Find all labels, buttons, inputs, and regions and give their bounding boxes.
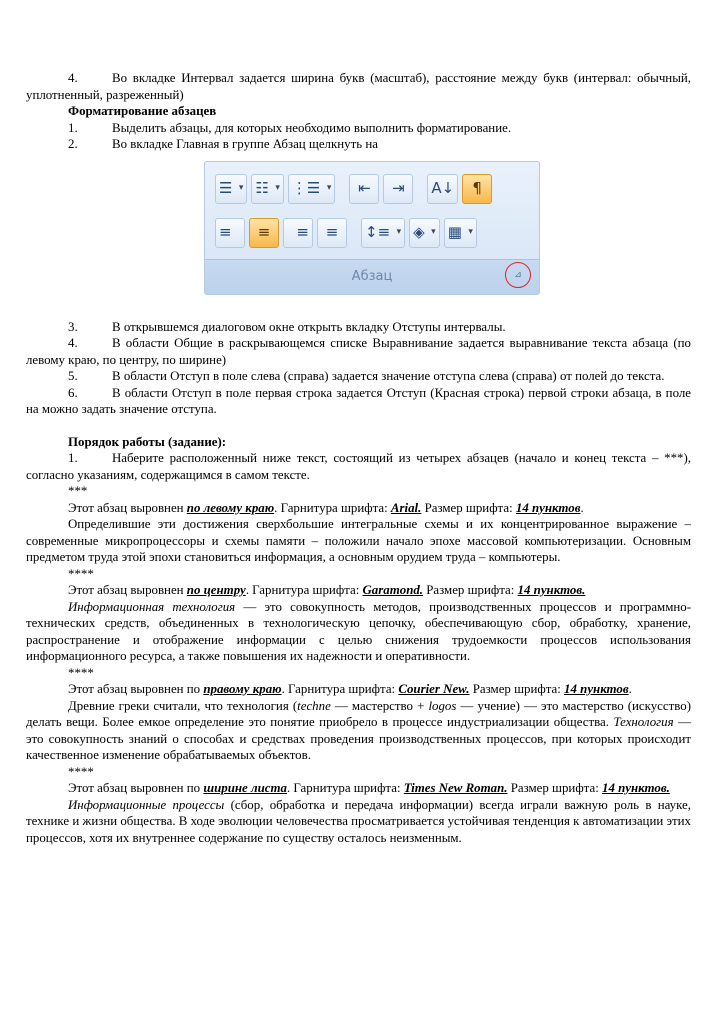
text-run: logos (428, 698, 457, 713)
list-text: В области Отступ в поле слева (справа) задается значение отступа слева (справа) от полей до текста. (112, 369, 665, 383)
separator-stars: **** (68, 665, 94, 680)
text-run: Размер шрифта: (421, 500, 516, 515)
text-run: Древние греки считали, что технология ( (68, 698, 298, 713)
line-spacing-button[interactable] (361, 218, 405, 248)
separator-stars: **** (68, 764, 94, 779)
text-run: . Гарнитура шрифта: (245, 583, 363, 597)
list-number: 2. (68, 137, 78, 151)
text-run: — это совокупность знаний о способах и средствах проведения производственных процессов, при которых происходит качественное изменение обрабатываемых объектов. (26, 715, 691, 762)
list-number: 3. (68, 319, 78, 334)
align-right-icon: ≡ (296, 223, 309, 242)
document-body (26, 70, 691, 846)
list-number: 5. (68, 369, 78, 383)
dialog-launcher-button[interactable] (505, 262, 531, 288)
list-text: В области Общие в раскрывающемся списке Выравнивание задается выравнивание текста абзаца (по левому краю, по центру, по ширине) (26, 336, 691, 367)
justify-icon: ≡ (325, 223, 339, 242)
text-run: Этот абзац выровнен (68, 583, 187, 597)
increase-indent-button[interactable] (383, 174, 413, 204)
font-keyword: Courier New. (398, 682, 470, 696)
text-run: Этот абзац выровнен (68, 500, 187, 515)
list-item (26, 120, 691, 137)
alignment-keyword: ширине листа (203, 781, 287, 795)
paragraph-instruction-4 (26, 780, 691, 797)
list-text: В открывшемся диалоговом окне открыть вкладку Отступы интервалы. (112, 319, 506, 334)
shading-icon: ◈ (413, 223, 425, 242)
ribbon-group-footer (205, 259, 539, 294)
text-run: . (628, 682, 632, 696)
text-run: — мастерство + (330, 698, 429, 713)
size-keyword: 14 пунктов (564, 682, 629, 696)
paragraph-body-1: Определившие эти достижения сверхбольшие интегральные схемы и их концентрированное выражение – современные микропроцессоры и схемы памяти – положили начало эпохе массовой компьютеризации. Основным предметом труда этой эпохи становиться информация, а основным орудием труда – компьютеры. (26, 517, 691, 564)
text-run: . (580, 500, 584, 515)
ribbon-row-1 (215, 174, 492, 204)
section-heading-task: Порядок работы (задание): (68, 434, 227, 449)
align-left-icon: ≡ (219, 223, 232, 242)
show-marks-button[interactable] (462, 174, 492, 204)
text-run: Информационная технология (68, 599, 236, 614)
paragraph-body-4 (26, 797, 691, 847)
font-keyword: Arial. (390, 500, 422, 515)
increase-indent-icon: ⇥ (392, 179, 405, 198)
sort-icon: А↓ (431, 179, 455, 198)
borders-icon: ▦ (447, 223, 462, 242)
text-run: . Гарнитура шрифта: (281, 682, 399, 696)
list-number: 1. (68, 120, 78, 135)
alignment-keyword: по левому краю (186, 500, 275, 515)
list-text: Наберите расположенный ниже текст, состоящий из четырех абзацев (начало и конец текста – ***), согласно указаниям, содержащимся в самом тексте. (26, 451, 691, 482)
paragraph-instruction-2 (26, 582, 691, 599)
numbering-icon: ☷ (255, 179, 269, 198)
size-keyword: 14 пунктов. (602, 781, 670, 795)
list-item (26, 319, 691, 336)
list-item (26, 385, 691, 418)
ribbon-row-2 (215, 218, 477, 248)
paragraph-instruction-1 (26, 500, 691, 517)
list-text: Выделить абзацы, для которых необходимо выполнить форматирование. (112, 120, 512, 135)
justify-button[interactable] (317, 218, 347, 248)
list-text: В области Отступ в поле первая строка задается Отступ (Красная строка) первой строки абзаца, в поле на можно задать значение отступа. (26, 385, 691, 416)
list-text: Во вкладке Интервал задается ширина букв (масштаб), расстояние между букв (интервал: обычный, уплотненный, разреженный) (26, 71, 691, 102)
list-number: 4. (68, 71, 78, 85)
decrease-indent-button[interactable] (349, 174, 379, 204)
dialog-launcher-icon: ⊿ (514, 269, 522, 280)
list-item (26, 450, 691, 483)
text-run: (сбор, обработка и передача информации) всегда играли важную роль в науке, технике и жизни общества. В ходе эволюции человечества просматривается устойчивая тенденция к автоматизации этих процессов, хотя их внутреннее содержание по существу осталось неизменным. (26, 797, 692, 845)
text-run: — это совокупность методов, производственных процессов и программно-технических средств, объединенных в технологическую цепочку, обеспечивающую сбор, обработку, хранение, распространение и отображение информации с целью снижения трудоемкости процессов использования информационного ресурса, а также повышения их надежности и оперативности. (26, 599, 691, 663)
text-run: techne (297, 698, 331, 713)
numbering-button[interactable] (251, 174, 283, 204)
list-number: 6. (68, 385, 78, 400)
text-run: Технология (613, 715, 674, 729)
bullets-button[interactable] (215, 174, 247, 204)
align-left-button[interactable] (215, 218, 245, 248)
list-item (26, 368, 691, 385)
sort-button[interactable] (427, 174, 458, 204)
font-keyword: Times New Roman. (403, 781, 508, 795)
multilevel-list-icon: ⋮☰ (291, 179, 321, 198)
text-run: . Гарнитура шрифта: (274, 500, 391, 515)
text-run: Размер шрифта: (423, 583, 518, 597)
align-center-button[interactable] (249, 218, 279, 248)
multilevel-list-button[interactable] (288, 174, 335, 204)
align-right-button[interactable] (283, 218, 313, 248)
ribbon-group-label: Абзац (351, 268, 393, 284)
text-run: Этот абзац выровнен по (68, 781, 204, 795)
size-keyword: 14 пунктов (515, 500, 581, 515)
list-item (26, 70, 691, 103)
ribbon-paragraph-group (204, 161, 540, 295)
list-item (26, 335, 691, 368)
paragraph-body-3 (26, 698, 691, 764)
borders-button[interactable] (444, 218, 477, 248)
font-keyword: Garamond. (362, 583, 424, 597)
text-run: . Гарнитура шрифта: (286, 781, 404, 795)
align-center-icon: ≡ (257, 223, 271, 242)
list-item (26, 136, 691, 153)
paragraph-instruction-3 (26, 681, 691, 698)
alignment-keyword: по центру (186, 583, 246, 597)
text-run: Размер шрифта: (469, 682, 565, 696)
list-number: 4. (68, 336, 78, 350)
text-run: Размер шрифта: (507, 781, 602, 795)
line-spacing-icon: ↕≡ (365, 223, 391, 242)
bullets-icon: ☰ (219, 179, 233, 198)
separator-stars: **** (68, 566, 94, 581)
show-marks-icon: ¶ (472, 179, 482, 198)
text-run: — учение) — это мастерство (искусство) делать вещи. Более емкое определение это понятие приобрело в процессе индустриализации общества. (26, 698, 691, 729)
list-number: 1. (68, 451, 78, 465)
list-text: Во вкладке Главная в группе Абзац щелкнуть на (112, 137, 378, 151)
size-keyword: 14 пунктов. (517, 583, 586, 597)
alignment-keyword: правому краю (203, 682, 282, 696)
shading-button[interactable] (409, 218, 440, 248)
paragraph-body-2 (26, 599, 691, 665)
separator-stars: *** (68, 484, 88, 498)
decrease-indent-icon: ⇤ (358, 179, 371, 198)
text-run: Информационные процессы (68, 797, 225, 812)
section-heading-paragraph-formatting: Форматирование абзацев (68, 104, 217, 118)
text-run: Этот абзац выровнен по (68, 682, 204, 696)
